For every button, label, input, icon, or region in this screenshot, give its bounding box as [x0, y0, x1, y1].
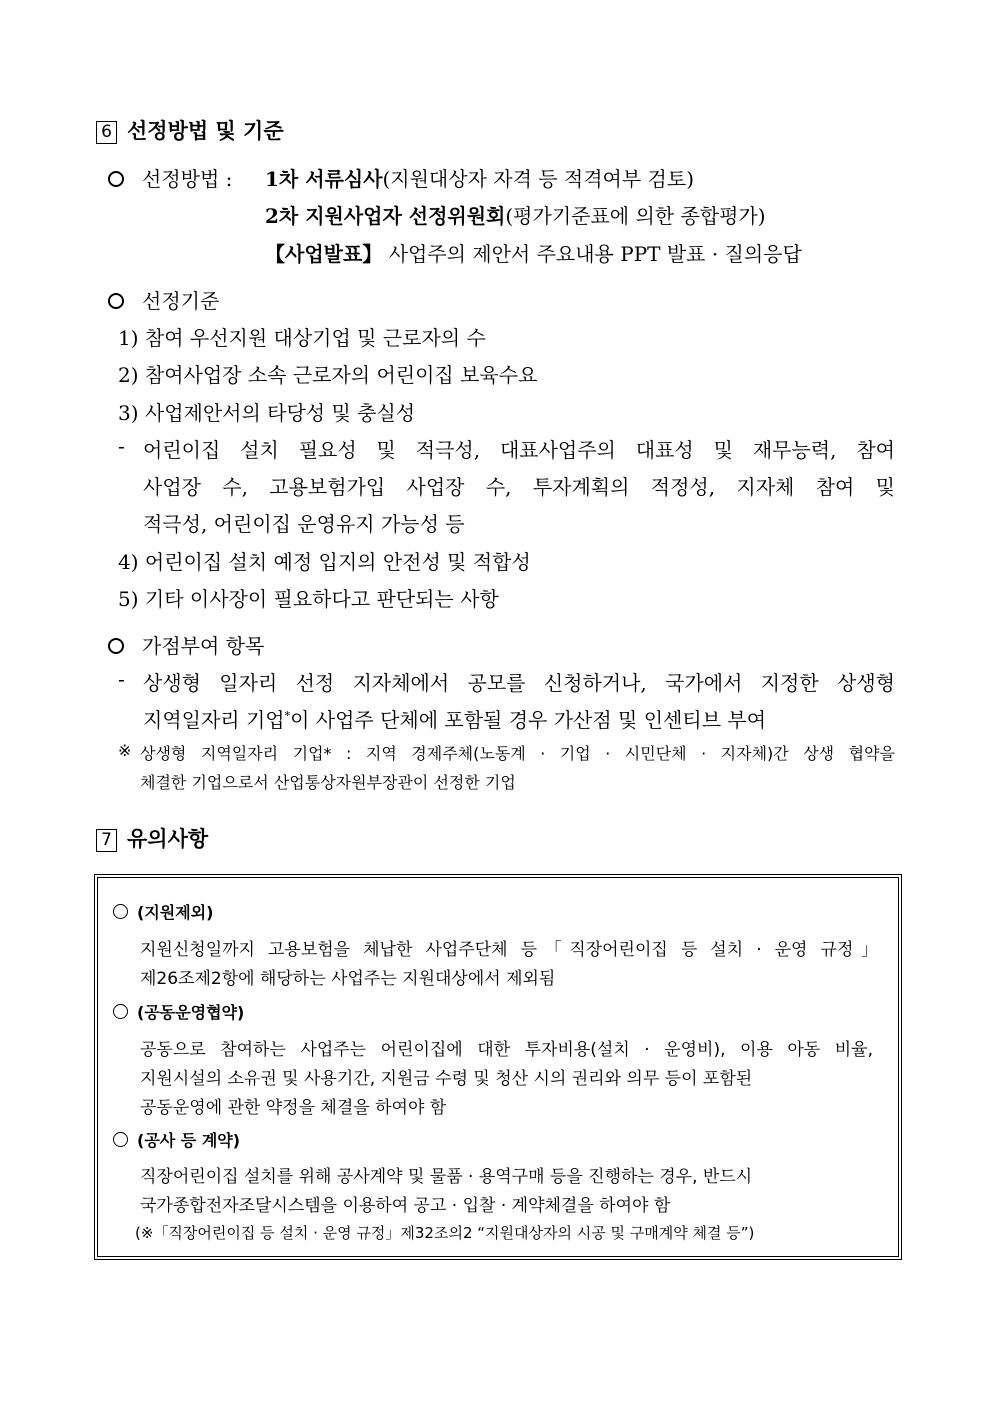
method-step-3: 【사업발표】: [265, 242, 383, 266]
criteria-item-3: 3) 사업제안서의 타당성 및 충실성: [118, 401, 416, 425]
bonus-line-2: [143, 704, 766, 733]
circle-bullet-icon: [113, 904, 128, 919]
notice-item-1-title: [113, 900, 213, 923]
bonus-label: 가점부여 항목: [142, 634, 265, 658]
bonus-dash: -: [118, 667, 125, 691]
criteria-item-4: 4) 어린이집 설치 예정 입지의 안전성 및 적합성: [118, 550, 531, 574]
bonus-line-2-b: 이 사업주 단체에 포함될 경우 가산점 및 인센티브 부여: [290, 708, 767, 732]
criteria-label: 선정기준: [142, 289, 220, 313]
notice-item-3-title: [113, 1128, 240, 1151]
method-step-1: 1차 서류심사: [265, 167, 383, 191]
criteria-heading: [108, 285, 219, 314]
notice-item-3-note: (※「직장어린이집 등 설치 · 운영 규정」제32조의2 “지원대상자의 시공 및 구매계약 체결 등”): [135, 1224, 755, 1242]
criteria-item-5: 5) 기타 이사장이 필요하다고 판단되는 사항: [118, 587, 499, 611]
section-7-heading: [96, 823, 208, 853]
bonus-heading: [108, 630, 264, 659]
criteria-dash: -: [118, 434, 125, 458]
notice-item-3-line-1: 직장어린이집 설치를 위해 공사계약 및 물품 · 용역구매 등을 진행하는 경우, 반드시: [140, 1167, 753, 1187]
notice-title-text: (공동운영협약): [137, 1003, 245, 1022]
bonus-line-2-a: 지역일자리 기업: [143, 708, 285, 732]
bonus-note-mark: ※: [118, 741, 132, 760]
notice-item-1-line-2: 제26조제2항에 해당하는 사업주는 지원대상에서 제외됨: [140, 969, 556, 989]
section-6-heading: [96, 115, 284, 145]
bonus-note-line-1: 상생형 지역일자리 기업* : 지역 경제주체(노동계 · 기업 · 시민단체 · 지자체)간 상생 협약을: [140, 744, 895, 763]
method-label: 선정방법 :: [142, 167, 233, 191]
bullet-icon: [108, 638, 124, 654]
notice-item-2-line-2: 지원시설의 소유권 및 사용기간, 지원금 수령 및 청산 시의 권리와 의무 등이 포함된: [140, 1069, 753, 1089]
method-line-1: [265, 163, 694, 192]
criteria-sub-line-2: 사업장 수, 고용보험가입 사업장 수, 투자계획의 적정성, 지자체 참여 및: [143, 475, 895, 499]
criteria-sub-line-1: 어린이집 설치 필요성 및 적극성, 대표사업주의 대표성 및 재무능력, 참여: [143, 438, 895, 462]
method-step-2: 2차 지원사업자 선정위원회: [265, 204, 506, 228]
notice-item-3-line-2: 국가종합전자조달시스템을 이용하여 공고 · 입찰 · 계약체결을 하여야 함: [140, 1196, 671, 1216]
method-step-2-desc: (평가기준표에 의한 종합평가): [505, 204, 766, 228]
section-title: 선정방법 및 기준: [127, 119, 284, 143]
criteria-item-2: 2) 참여사업장 소속 근로자의 어린이집 보육수요: [118, 363, 538, 387]
bonus-note-line-2: 체결한 기업으로서 산업통상자원부장관이 선정한 기업: [140, 773, 516, 792]
section-number-box: 7: [96, 829, 117, 852]
method-row-1: [108, 163, 232, 192]
notice-item-1-line-1: 지원신청일까지 고용보험을 체납한 사업주단체 등「직장어린이집 등 설치 · 운영 규정」: [140, 940, 878, 960]
section-title: 유의사항: [127, 827, 209, 851]
circle-bullet-icon: [113, 1004, 128, 1019]
method-line-2: [265, 200, 766, 229]
notice-title-text: (지원제외): [137, 903, 214, 922]
notice-item-2-line-1: 공동으로 참여하는 사업주는 어린이집에 대한 투자비용(설치 · 운영비), 이용 아동 비율,: [140, 1040, 873, 1060]
method-step-3-desc: 사업주의 제안서 주요내용 PPT 발표 · 질의응답: [382, 242, 802, 266]
footnote-mark: *: [284, 709, 291, 723]
criteria-item-1: 1) 참여 우선지원 대상기업 및 근로자의 수: [118, 326, 486, 350]
method-line-3: [265, 238, 802, 267]
bullet-icon: [108, 293, 124, 309]
criteria-sub-line-3: 적극성, 어린이집 운영유지 가능성 등: [143, 512, 465, 536]
section-number-box: 6: [96, 121, 117, 144]
method-step-1-desc: (지원대상자 자격 등 적격여부 검토): [382, 167, 694, 191]
circle-bullet-icon: [113, 1132, 128, 1147]
notice-item-2-title: [113, 1000, 244, 1023]
notice-item-2-line-3: 공동운영에 관한 약정을 체결을 하여야 함: [140, 1098, 447, 1118]
notice-title-text: (공사 등 계약): [137, 1131, 241, 1150]
bullet-icon: [108, 171, 124, 187]
bonus-line-1: 상생형 일자리 선정 지자체에서 공모를 신청하거나, 국가에서 지정한 상생형: [143, 671, 895, 695]
